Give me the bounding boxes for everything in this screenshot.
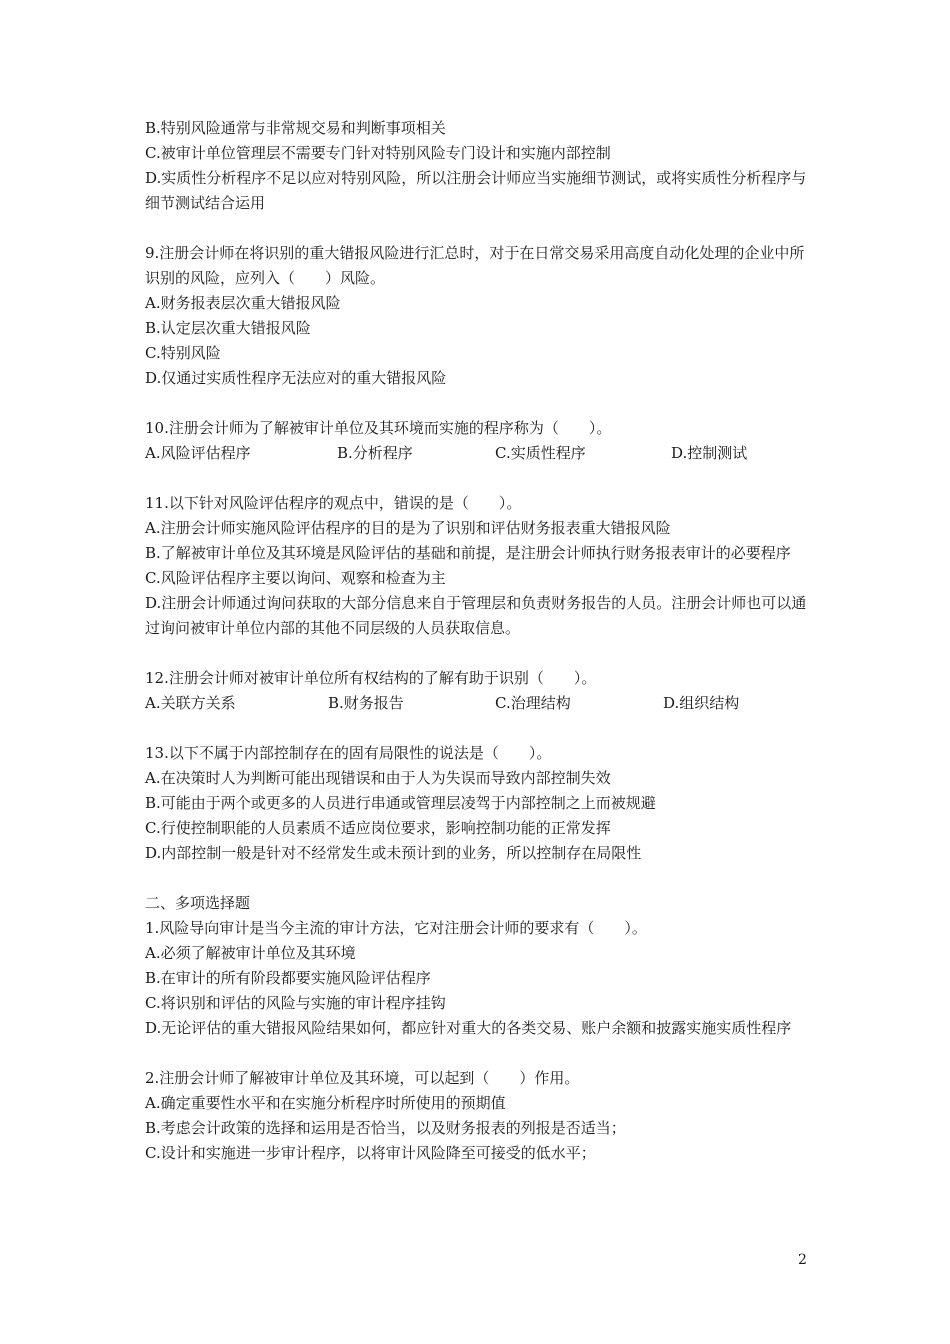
q12-option-b: B.财务报告	[328, 694, 404, 712]
q12-option-a: A.关联方关系	[145, 694, 236, 712]
spacer	[145, 716, 815, 741]
q9-option-b: B.认定层次重大错报风险	[145, 319, 311, 337]
q10-options-row	[145, 441, 815, 466]
q13-option-b: B.可能由于两个或更多的人员进行串通或管理层凌驾于内部控制之上而被规避	[145, 794, 656, 812]
m1-stem: 1.风险导向审计是当今主流的审计方法，它对注册会计师的要求有（ ）。	[145, 919, 647, 937]
q8-option-d: D.实质性分析程序不足以应对特别风险，所以注册会计师应当实施细节测试，或将实质性分析程序与细节测试结合运用	[145, 169, 807, 212]
question-9	[145, 241, 815, 391]
question-8-remainder	[145, 116, 815, 216]
m1-option-c: C.将识别和评估的风险与实施的审计程序挂钩	[145, 994, 446, 1012]
q9-stem: 9.注册会计师在将识别的重大错报风险进行汇总时，对于在日常交易采用高度自动化处理的企业中所识别的风险，应列入（ ）风险。	[145, 244, 805, 287]
question-12	[145, 666, 815, 716]
q13-stem: 13.以下不属于内部控制存在的固有局限性的说法是（ ）。	[145, 744, 552, 762]
q13-option-c: C.行使控制职能的人员素质不适应岗位要求，影响控制功能的正常发挥	[145, 819, 611, 837]
section-heading: 二、多项选择题	[145, 894, 251, 912]
q11-option-c: C.风险评估程序主要以询问、观察和检查为主	[145, 569, 446, 587]
q11-stem: 11.以下针对风险评估程序的观点中，错误的是（ ）。	[145, 494, 522, 512]
q12-option-c: C.治理结构	[495, 694, 571, 712]
q11-option-a: A.注册会计师实施风险评估程序的目的是为了识别和评估财务报表重大错报风险	[145, 519, 671, 537]
spacer	[145, 641, 815, 666]
q8-option-c: C.被审计单位管理层不需要专门针对特别风险专门设计和实施内部控制	[145, 144, 611, 162]
m1-option-d: D.无论评估的重大错报风险结果如何，都应针对重大的各类交易、账户余额和披露实施实质性程序	[145, 1019, 792, 1037]
q13-option-a: A.在决策时人为判断可能出现错误和由于人为失误而导致内部控制失效	[145, 769, 611, 787]
m1-option-b: B.在审计的所有阶段都要实施风险评估程序	[145, 969, 431, 987]
q10-stem: 10.注册会计师为了解被审计单位及其环境而实施的程序称为（ ）。	[145, 419, 612, 437]
m2-option-a: A.确定重要性水平和在实施分析程序时所使用的预期值	[145, 1094, 506, 1112]
spacer	[145, 216, 815, 241]
question-13	[145, 741, 815, 866]
q9-option-d: D.仅通过实质性程序无法应对的重大错报风险	[145, 369, 447, 387]
m2-stem: 2.注册会计师了解被审计单位及其环境，可以起到（ ）作用。	[145, 1069, 580, 1087]
q10-option-b: B.分析程序	[337, 444, 413, 462]
question-10	[145, 416, 815, 466]
q11-option-d: D.注册会计师通过询问获取的大部分信息来自于管理层和负责财务报告的人员。注册会计师也可以通过询问被审计单位内部的其他不同层级的人员获取信息。	[145, 594, 807, 637]
question-11	[145, 491, 815, 641]
page-content	[145, 116, 815, 1166]
q12-options-row	[145, 691, 815, 716]
spacer	[145, 1041, 815, 1066]
q9-option-c: C.特别风险	[145, 344, 221, 362]
q13-option-d: D.内部控制一般是针对不经常发生或未预计到的业务，所以控制存在局限性	[145, 844, 642, 862]
q9-option-a: A.财务报表层次重大错报风险	[145, 294, 341, 312]
m2-option-c: C.设计和实施进一步审计程序，以将审计风险降至可接受的低水平；	[145, 1144, 596, 1162]
m1-option-a: A.必须了解被审计单位及其环境	[145, 944, 356, 962]
q10-option-d: D.控制测试	[671, 444, 748, 462]
q10-option-c: C.实质性程序	[495, 444, 586, 462]
m2-option-b: B.考虑会计政策的选择和运用是否恰当，以及财务报表的列报是否适当；	[145, 1119, 626, 1137]
q8-option-b: B.特别风险通常与非常规交易和判断事项相关	[145, 119, 446, 137]
spacer	[145, 466, 815, 491]
multi-question-2	[145, 1066, 815, 1166]
spacer	[145, 391, 815, 416]
page-number: 2	[798, 1252, 807, 1268]
q11-option-b: B.了解被审计单位及其环境是风险评估的基础和前提，是注册会计师执行财务报表审计的必要程序	[145, 544, 791, 562]
q12-option-d: D.组织结构	[663, 694, 740, 712]
q10-option-a: A.风险评估程序	[145, 444, 251, 462]
spacer	[145, 866, 815, 891]
multi-question-1	[145, 916, 815, 1041]
q12-stem: 12.注册会计师对被审计单位所有权结构的了解有助于识别（ ）。	[145, 669, 597, 687]
